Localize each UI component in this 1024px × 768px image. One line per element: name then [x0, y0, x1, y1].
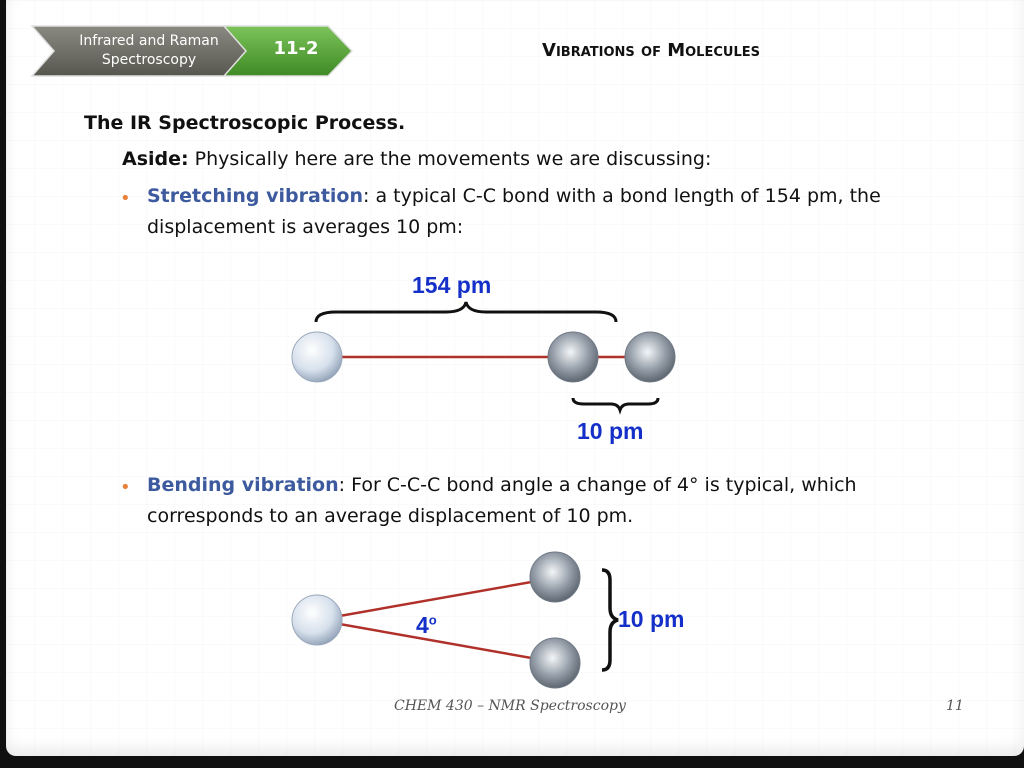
bend-atom-center [292, 595, 342, 645]
top-brace [316, 302, 616, 322]
term-stretching: Stretching vibration [147, 185, 364, 207]
bending-line2: corresponds to an average displacement of 10 pm. [147, 505, 634, 527]
aside-label: Aside: [122, 148, 189, 170]
atom-right [625, 332, 675, 382]
aside-text: Physically here are the movements we are discussing: [188, 148, 712, 170]
stretching-line1: : a typical C-C bond with a bond length of 154 pm, the [363, 185, 881, 207]
bend-angle-unit: o [428, 612, 437, 628]
bottom-brace [573, 398, 658, 410]
vibration-diagrams [6, 0, 1024, 756]
stretch-length-label: 154 pm [412, 272, 492, 298]
stretching-line2: displacement is averages 10 pm: [147, 216, 464, 238]
term-bending: Bending vibration [147, 474, 339, 496]
section-label-line2: Spectroscopy [101, 52, 197, 68]
bending-line1: : For C-C-C bond angle a change of 4° is typical, which [338, 474, 857, 496]
bullet-dot: • [120, 477, 131, 498]
bend-atom-lower [530, 638, 580, 688]
bend-displacement-label: 10 pm [618, 606, 685, 632]
slide [6, 0, 1024, 756]
stretching-diagram [292, 302, 675, 410]
bullet-dot: • [120, 188, 131, 209]
bend-atom-upper [530, 552, 580, 602]
section-label-line1: Infrared and Raman [79, 33, 219, 49]
bend-angle-label [416, 612, 437, 639]
section-number: 11-2 [273, 38, 319, 59]
atom-middle [548, 332, 598, 382]
bending-diagram [292, 552, 618, 688]
atom-left [292, 332, 342, 382]
bend-angle-value: 4 [416, 612, 429, 638]
content-heading: The IR Spectroscopic Process. [84, 112, 406, 134]
side-brace [602, 570, 618, 670]
page-number: 11 [946, 698, 964, 714]
footer-course: CHEM 430 – NMR Spectroscopy [394, 698, 626, 714]
slide-title: Vibrations of Molecules [542, 40, 760, 61]
stretch-displacement-label: 10 pm [577, 418, 644, 444]
